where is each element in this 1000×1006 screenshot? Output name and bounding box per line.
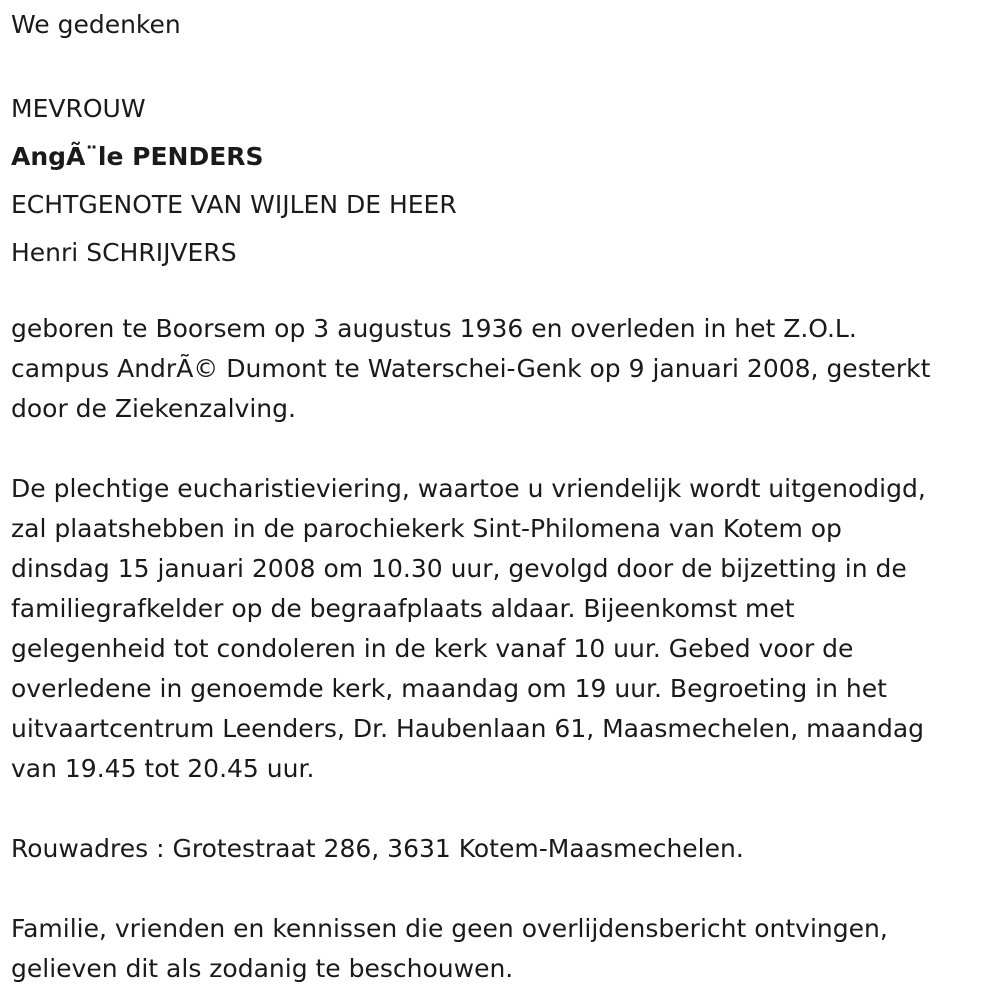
paragraph-line: gelegenheid tot condoleren in de kerk vanaf 10 uur. Gebed voor de: [11, 634, 854, 663]
paragraph-line: dinsdag 15 januari 2008 om 10.30 uur, gevolgd door de bijzetting in de: [11, 554, 907, 583]
deceased-relation: ECHTGENOTE VAN WIJLEN DE HEER: [11, 190, 457, 219]
paragraph-line: van 19.45 tot 20.45 uur.: [11, 754, 315, 783]
birth-death-paragraph: [11, 309, 993, 429]
obituary-document: [11, 5, 993, 989]
spacer: [11, 869, 993, 909]
ceremony-paragraph: [11, 469, 993, 789]
paragraph-line: overledene in genoemde kerk, maandag om 19 uur. Begroeting in het: [11, 674, 887, 703]
paragraph-line: geboren te Boorsem op 3 augustus 1936 en overleden in het Z.O.L.: [11, 314, 857, 343]
paragraph-line: campus AndrÃ© Dumont te Waterschei-Genk op 9 januari 2008, gesterkt: [11, 354, 931, 383]
spacer: [11, 277, 993, 309]
deceased-title: MEVROUW: [11, 94, 146, 123]
paragraph-line: Familie, vrienden en kennissen die geen overlijdensbericht ontvingen,: [11, 914, 888, 943]
closing-paragraph: [11, 909, 993, 989]
spacer: [11, 45, 993, 85]
paragraph-line: familiegrafkelder op de begraafplaats aldaar. Bijeenkomst met: [11, 594, 795, 623]
spacer: [11, 429, 993, 469]
intro-text: We gedenken: [11, 10, 181, 39]
paragraph-line: door de Ziekenzalving.: [11, 394, 296, 423]
paragraph-line: gelieven dit als zodanig te beschouwen.: [11, 954, 514, 983]
paragraph-line: zal plaatshebben in de parochiekerk Sint-Philomena van Kotem op: [11, 514, 842, 543]
deceased-name: AngÃ¨le PENDERS: [11, 142, 264, 171]
spouse-name: Henri SCHRIJVERS: [11, 238, 237, 267]
address-paragraph: [11, 829, 993, 869]
paragraph-line: De plechtige eucharistieviering, waartoe u vriendelijk wordt uitgenodigd,: [11, 474, 926, 503]
mourning-address: Rouwadres : Grotestraat 286, 3631 Kotem-Maasmechelen.: [11, 834, 744, 863]
spacer: [11, 789, 993, 829]
paragraph-line: uitvaartcentrum Leenders, Dr. Haubenlaan 61, Maasmechelen, maandag: [11, 714, 925, 743]
